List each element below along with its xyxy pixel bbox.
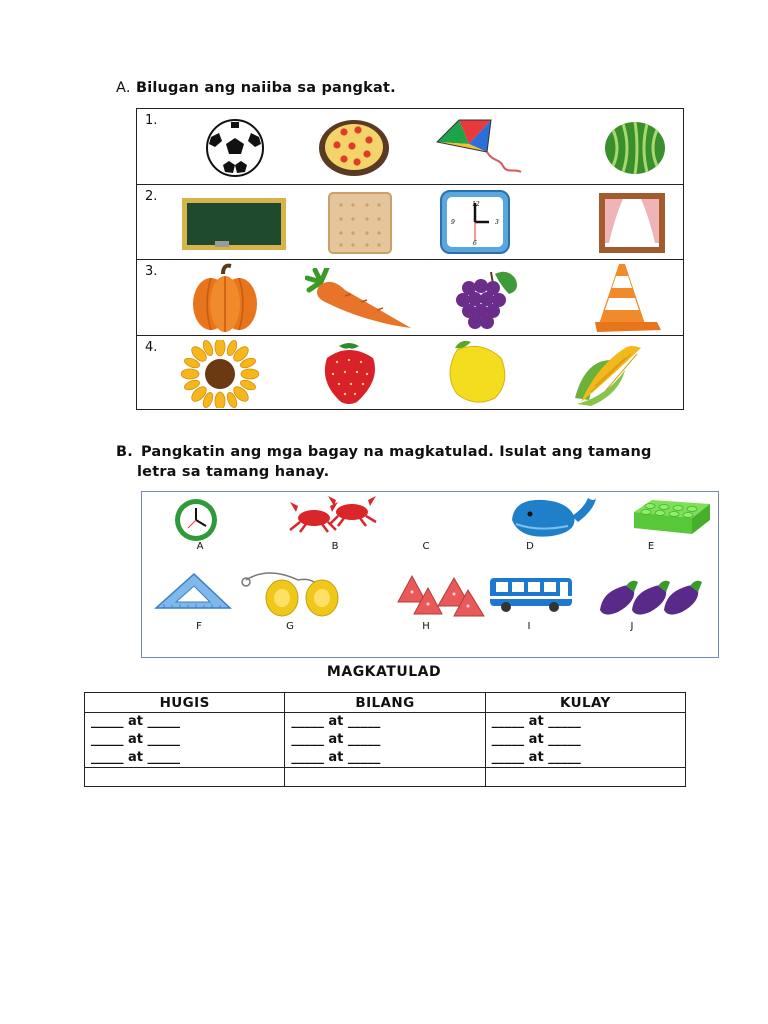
- odd-one-out-row-1: [137, 109, 683, 185]
- svg-text:3: 3: [495, 218, 499, 226]
- empty-cell[interactable]: [285, 768, 485, 787]
- window-curtain-icon[interactable]: [597, 191, 667, 255]
- part-b-instruction-2: letra sa tamang hanay.: [137, 464, 330, 480]
- odd-one-out-row-3: [137, 260, 683, 336]
- wall-clock-icon[interactable]: [168, 498, 224, 542]
- carrot-icon[interactable]: [305, 268, 413, 332]
- item-letter-e: E: [647, 541, 655, 552]
- item-letter-g: G: [286, 621, 294, 632]
- answer-blank[interactable]: _____ at _____: [491, 714, 581, 729]
- yoyo-icon[interactable]: [238, 568, 346, 618]
- sunflower-icon[interactable]: [181, 340, 259, 408]
- bus-icon[interactable]: [488, 576, 574, 614]
- grouping-items-box: [141, 491, 719, 658]
- odd-one-out-table: [136, 108, 684, 410]
- kite-icon[interactable]: [435, 114, 529, 178]
- answer-blank[interactable]: _____ at _____: [91, 714, 181, 729]
- answer-table-row: [85, 713, 686, 768]
- chalkboard-icon[interactable]: [181, 197, 287, 253]
- column-header-hugis: HUGIS: [85, 693, 285, 713]
- answer-blank[interactable]: _____ at _____: [291, 714, 381, 729]
- part-b-heading: [116, 442, 686, 482]
- answer-cell-kulay[interactable]: [485, 713, 685, 768]
- answer-table-title: MAGKATULAD: [326, 664, 442, 680]
- item-letter-i: I: [527, 621, 531, 632]
- svg-text:12: 12: [472, 200, 480, 208]
- part-a-heading: [116, 80, 396, 96]
- item-letter-h: H: [422, 621, 430, 632]
- pumpkin-icon[interactable]: [189, 262, 261, 334]
- eggplants-icon[interactable]: [598, 572, 704, 618]
- svg-text:6: 6: [473, 239, 477, 247]
- item-letter-f: F: [196, 621, 202, 632]
- answer-table: [84, 692, 686, 787]
- row-number: 3.: [145, 264, 158, 279]
- lego-brick-icon[interactable]: [632, 496, 712, 536]
- odd-one-out-row-2: [137, 185, 683, 261]
- watermelon-icon[interactable]: [603, 120, 667, 176]
- column-header-kulay: KULAY: [485, 693, 685, 713]
- row-number: 4.: [145, 339, 158, 355]
- part-b-instruction-1: Pangkatin ang mga bagay na magkatulad. Isulat ang tamang: [140, 444, 652, 460]
- answer-blank[interactable]: _____ at _____: [491, 750, 581, 765]
- answer-blank[interactable]: _____ at _____: [291, 732, 381, 747]
- answer-table-empty-row: [85, 768, 686, 787]
- clock-icon[interactable]: [439, 189, 511, 255]
- column-header-bilang: BILANG: [285, 693, 485, 713]
- item-letter-c: C: [422, 541, 430, 552]
- row-number: 1.: [145, 113, 158, 128]
- lemon-icon[interactable]: [441, 338, 511, 406]
- empty-cell[interactable]: [85, 768, 285, 787]
- item-letter-d: D: [526, 541, 534, 552]
- strawberry-icon[interactable]: [317, 340, 383, 406]
- item-letter-a: A: [196, 541, 204, 552]
- crabs-icon[interactable]: [286, 494, 384, 534]
- biscuit-icon[interactable]: [327, 191, 393, 255]
- part-a-instruction: Bilugan ang naiiba sa pangkat.: [135, 80, 396, 96]
- answer-blank[interactable]: _____ at _____: [491, 732, 581, 747]
- part-a-letter: A.: [116, 80, 131, 96]
- answer-blank[interactable]: _____ at _____: [91, 732, 181, 747]
- svg-text:9: 9: [451, 218, 455, 226]
- corn-icon[interactable]: [571, 340, 645, 406]
- answer-cell-hugis[interactable]: [85, 713, 285, 768]
- odd-one-out-row-4: [137, 336, 683, 412]
- triangle-biscuits-icon[interactable]: [396, 572, 486, 618]
- pizza-icon[interactable]: [317, 118, 391, 178]
- answer-blank[interactable]: _____ at _____: [91, 750, 181, 765]
- item-letter-b: B: [331, 541, 339, 552]
- answer-table-header-row: [85, 693, 686, 713]
- set-square-icon[interactable]: [154, 572, 232, 610]
- answer-blank[interactable]: _____ at _____: [291, 750, 381, 765]
- soccer-ball-icon[interactable]: [203, 119, 267, 177]
- row-number: 2.: [145, 188, 158, 204]
- whale-icon[interactable]: [508, 492, 598, 540]
- grapes-icon[interactable]: [455, 268, 523, 332]
- part-b-line-1: [116, 442, 678, 462]
- answer-cell-bilang[interactable]: [285, 713, 485, 768]
- part-b-letter: B.: [116, 444, 133, 460]
- item-letter-j: J: [630, 621, 634, 632]
- traffic-cone-icon[interactable]: [595, 262, 665, 334]
- empty-cell[interactable]: [485, 768, 685, 787]
